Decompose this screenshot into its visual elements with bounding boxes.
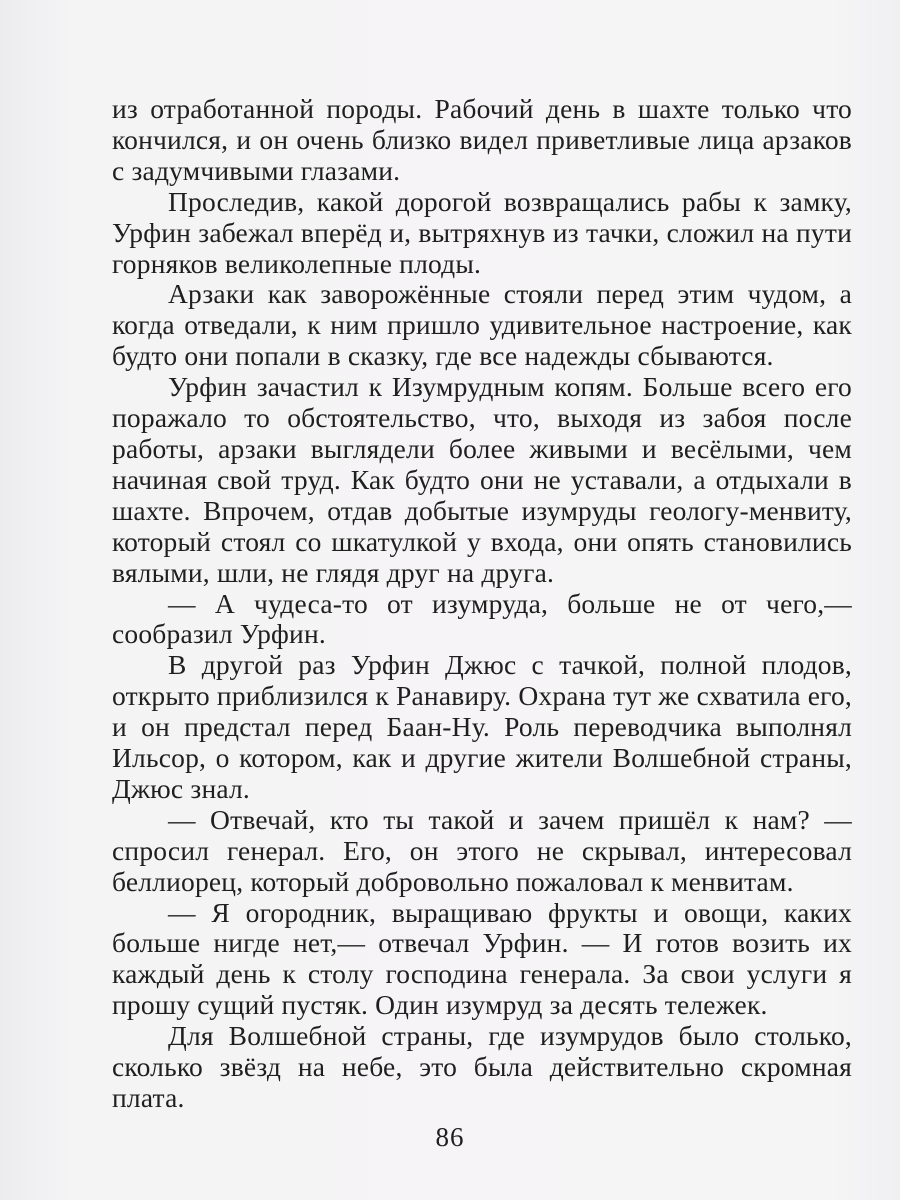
dialog-line-3: — Я огородник, выращиваю фрукты и овощи, каких больше нигде нет,— отвечал Урфин. — И готов возить их каждый день к столу господина генерала. За свои услуги я прошу сущий пустяк. Один изумруд за десять тележек. bbox=[112, 896, 852, 1021]
page-number: 86 bbox=[435, 1122, 465, 1152]
paragraph-1: из отработанной породы. Рабочий день в шахте только что кончился, и он очень близко видел приветливые лица арзаков с задумчивыми глазами. bbox=[112, 93, 852, 186]
paragraph-4: Урфин зачастил к Изумрудным копям. Больше всего его поражало то обстоятельство, что, выходя из забоя после работы, арзаки выглядели более живыми и весёлыми, чем начиная свой труд. Как будто они не уставали, а отдыхали в шахте. Впрочем, отдав добытые изумруды геологу-менвиту, который стоял со шкатулкой у входа, они опять становились вялыми, шли, не глядя друг на друга. bbox=[112, 371, 852, 588]
page-text bbox=[112, 94, 852, 1114]
paragraph-2: Проследив, какой дорогой возвращались рабы к замку, Урфин забежал вперёд и, вытряхнув из тачки, сложил на пути горняков великолепные плоды. bbox=[112, 185, 852, 279]
paragraph-6: Для Волшебной страны, где изумрудов было столько, сколько звёзд на небе, это была действительно скромная плата. bbox=[112, 1020, 852, 1113]
dialog-line-2: — Отвечай, кто ты такой и зачем пришёл к нам? — спросил генерал. Его, он этого не скрывал, интересовал беллиорец, который добровольно пожаловал к менвитам. bbox=[112, 803, 852, 897]
paragraph-5: В другой раз Урфин Джюс с тачкой, полной плодов, открыто приблизился к Ранавиру. Охрана тут же схватила его, и он предстал перед Баан-Ну. Роль переводчика выполнял Ильсор, о котором, как и другие жители Волшебной страны, Джюс знал. bbox=[112, 649, 852, 804]
paragraph-3: Арзаки как заворожённые стояли перед этим чудом, а когда отведали, к ним пришло удивительное настроение, как будто они попали в сказку, где все надежды сбываются. bbox=[112, 278, 852, 372]
dialog-line-1: — А чудеса-то от изумруда, больше не от чего,— сообразил Урфин. bbox=[112, 587, 852, 650]
